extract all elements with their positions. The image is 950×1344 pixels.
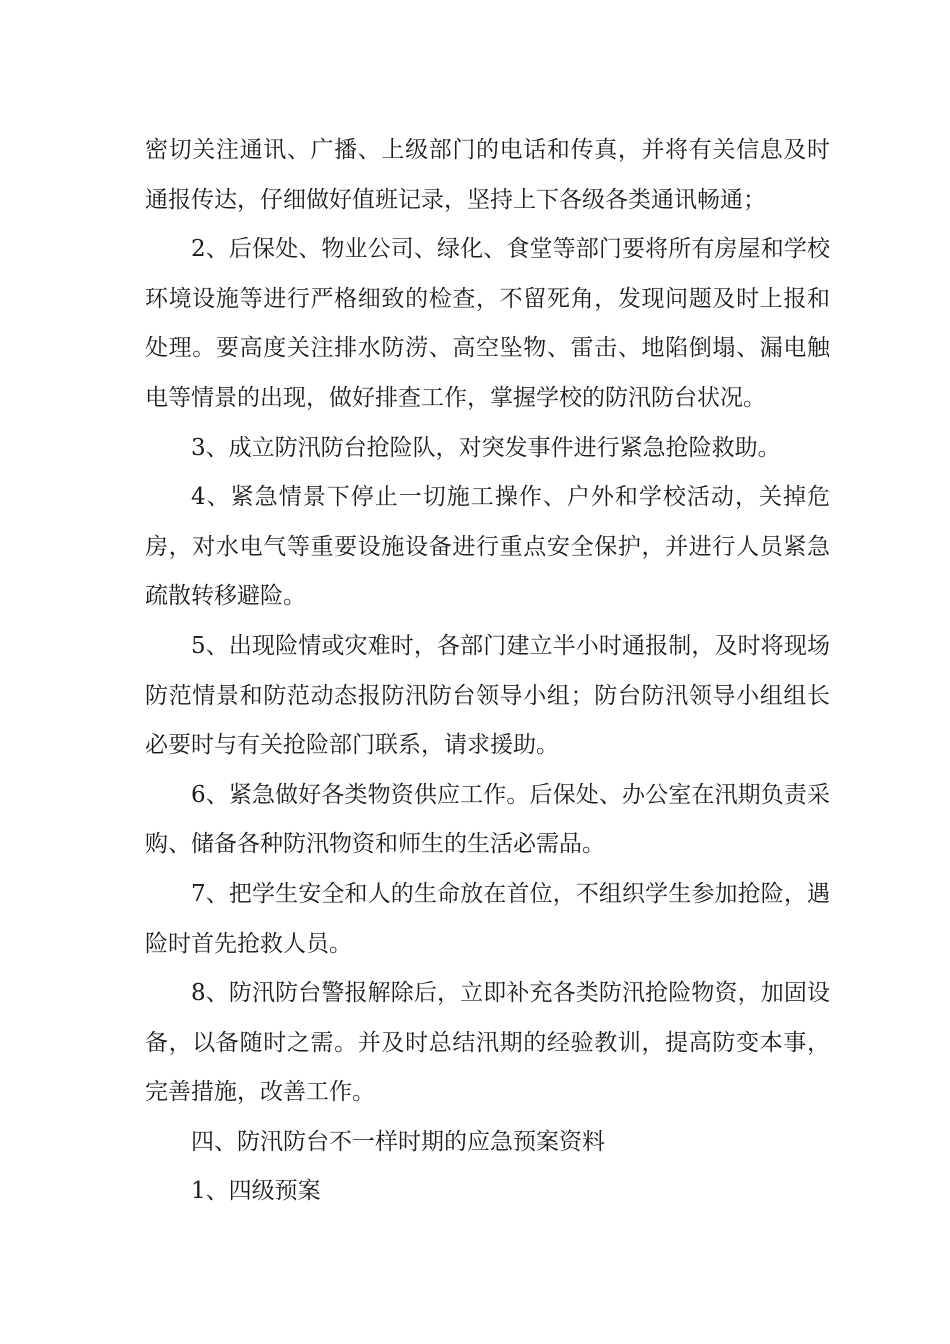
subsection-heading-1: 1、四级预案 bbox=[191, 1178, 321, 1205]
paragraph-item-4: 4、紧急情景下停止一切施工操作、户外和学校活动，关掉危房，对水电气等重要设施设备进行重点安全保护，并进行人员紧急疏散转移避险。 bbox=[145, 484, 830, 610]
section-heading-4: 四、防汛防台不一样时期的应急预案资料 bbox=[191, 1128, 605, 1155]
paragraph-item-8: 8、防汛防台警报解除后，立即补充各类防汛抢险物资，加固设备，以备随时之需。并及时总结汛期的经验教训，提高防变本事，完善措施，改善工作。 bbox=[145, 980, 830, 1106]
paragraph-item-7: 7、把学生安全和人的生命放在首位，不组织学生参加抢险，遇险时首先抢救人员。 bbox=[145, 880, 830, 957]
paragraph-item-6: 6、紧急做好各类物资供应工作。后保处、办公室在汛期负责采购、储备各种防汛物资和师生的生活必需品。 bbox=[145, 781, 830, 858]
document-page bbox=[145, 126, 830, 1217]
paragraph-item-5: 5、出现险情或灾难时，各部门建立半小时通报制，及时将现场防范情景和防范动态报防汛防台领导小组；防台防汛领导小组组长必要时与有关抢险部门联系，请求援助。 bbox=[145, 632, 830, 759]
paragraph-item-3: 3、成立防汛防台抢险队，对突发事件进行紧急抢险救助。 bbox=[191, 434, 781, 461]
paragraph-continuation: 密切关注通讯、广播、上级部门的电话和传真，并将有关信息及时通报传达，仔细做好值班记录，坚持上下各级各类通讯畅通； bbox=[145, 137, 830, 213]
paragraph-item-2: 2、后保处、物业公司、绿化、食堂等部门要将所有房屋和学校环境设施等进行严格细致的检查，不留死角，发现问题及时上报和处理。要高度关注排水防涝、高空坠物、雷击、地陷倒塌、漏电触电等情景的出现，做好排查工作，掌握学校的防汛防台状况。 bbox=[145, 236, 830, 411]
